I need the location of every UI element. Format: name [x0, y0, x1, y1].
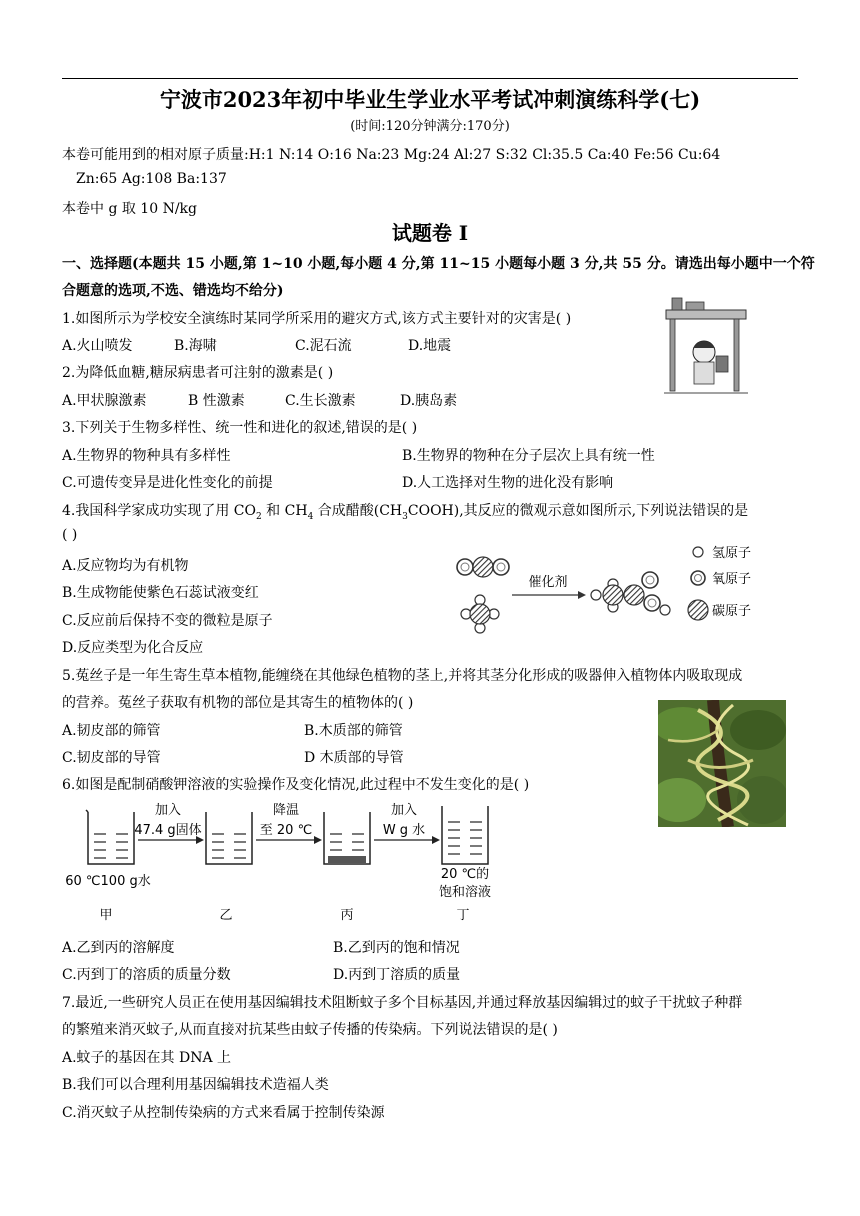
beaker-ding-name: 丁: [456, 908, 470, 923]
q6-option-b[interactable]: B.乙到丙的饱和情况: [333, 940, 460, 956]
co2-molecule: [457, 557, 509, 577]
q7-stem-line-1: 7.最近,一些研究人员正在使用基因编辑技术阻断蚊子多个目标基因,并通过释放基因编辑过的蚊子干扰蚊子种群: [62, 995, 743, 1011]
step1-top-label: 加入: [154, 803, 182, 818]
q1-stem: 1.如图所示为学校安全演练时某同学所采用的避灾方式,该方式主要针对的灾害是( ): [62, 311, 572, 327]
beaker-yi-name: 乙: [219, 908, 233, 923]
beaker-ding: [442, 806, 488, 864]
q5-option-c[interactable]: C.韧皮部的导管: [62, 750, 161, 766]
legend-hydrogen: 氢原子: [712, 546, 752, 561]
g-constant-note: 本卷中 g 取 10 N/kg: [62, 201, 197, 217]
q1-option-d[interactable]: D.地震: [408, 338, 452, 354]
q6-option-a[interactable]: A.乙到丙的溶解度: [62, 940, 175, 956]
beaker-ding-label-2: 饱和溶液: [438, 885, 492, 900]
q1-option-c[interactable]: C.泥石流: [295, 338, 352, 354]
legend-oxygen: 氧原子: [712, 572, 752, 587]
q7-option-a[interactable]: A.蚊子的基因在其 DNA 上: [62, 1050, 232, 1066]
q6-option-c[interactable]: C.丙到丁的溶质的质量分数: [62, 967, 231, 983]
q2-option-a[interactable]: A.甲状腺激素: [62, 393, 147, 409]
dodder-plant-photo: [658, 700, 786, 827]
q3-option-c[interactable]: C.可遗传变异是进化性变化的前提: [62, 475, 273, 491]
q7-option-b[interactable]: B.我们可以合理利用基因编辑技术造福人类: [62, 1077, 329, 1093]
top-rule: [62, 78, 798, 79]
beaker-bing-name: 丙: [340, 908, 354, 923]
section-intro-line-2: 合题意的选项,不选、错选均不给分): [62, 283, 284, 299]
q1-option-a[interactable]: A.火山喷发: [62, 338, 133, 354]
q5-stem-line-2: 的营养。菟丝子获取有机物的部位是其寄生的植物体的( ): [62, 695, 414, 711]
beaker-yi: [206, 812, 252, 864]
q3-option-d[interactable]: D.人工选择对生物的进化没有影响: [402, 475, 614, 491]
catalyst-label: 催化剂: [528, 575, 568, 590]
q5-option-a[interactable]: A.韧皮部的筛管: [62, 723, 161, 739]
q4-stem-line-2: ( ): [62, 527, 78, 543]
q4-stem: 4.我国科学家成功实现了用 $CO_2$ 和 $CH_4$ 合成醋酸$(CH_3COOH)$,其反应的微观示意如图所示,下列说法错误的是: [62, 503, 749, 522]
q5-option-b[interactable]: B.木质部的筛管: [304, 723, 403, 739]
q1-option-b[interactable]: B.海啸: [174, 338, 217, 354]
q4-option-b[interactable]: B.生成物能使紫色石蕊试液变红: [62, 585, 259, 601]
page-title: 宁波市2023年初中毕业生学业水平考试冲刺演练科学(七): [159, 87, 701, 112]
acetic-acid-molecule: [591, 572, 670, 615]
atomic-mass-line-2: Zn:65 Ag:108 Ba:137: [76, 171, 227, 187]
q3-stem: 3.下列关于生物多样性、统一性和进化的叙述,错误的是( ): [62, 420, 418, 436]
atomic-mass-line-1: 本卷可能用到的相对原子质量:H:1 N:14 O:16 Na:23 Mg:24 Al:27 S:32 Cl:35.5 Ca:40 Fe:56 Cu:64: [62, 147, 721, 163]
q4-option-d[interactable]: D.反应类型为化合反应: [62, 640, 204, 656]
q2-option-c[interactable]: C.生长激素: [285, 393, 356, 409]
section-intro-line-1: 一、选择题(本题共 15 小题,第 1~10 小题,每小题 4 分,第 11~15 小题每小题 3 分,共 55 分。请选出每小题中一个符: [62, 256, 815, 272]
step2-top-label: 降温: [272, 803, 300, 818]
beaker-jia-name: 甲: [99, 908, 113, 923]
legend-carbon: 碳原子: [712, 604, 752, 619]
q4-option-c[interactable]: C.反应前后保持不变的微粒是原子: [62, 613, 273, 629]
q3-option-b[interactable]: B.生物界的物种在分子层次上具有统一性: [402, 448, 655, 464]
q5-stem-line-1: 5.菟丝子是一年生寄生草本植物,能缠绕在其他绿色植物的茎上,并将其茎分化形成的吸器伸入植物体内吸取现成: [62, 668, 743, 684]
solution-preparation-diagram: [60, 796, 500, 924]
hydrogen-legend-icon: [693, 547, 703, 557]
section-title: 试题卷 I: [391, 221, 469, 245]
q2-stem: 2.为降低血糖,糖尿病患者可注射的激素是( ): [62, 365, 334, 381]
step3-bottom-label: W g 水: [382, 823, 426, 838]
step3-top-label: 加入: [390, 803, 418, 818]
q7-stem-line-2: 的繁殖来消灭蚊子,从而直接对抗某些由蚊子传播的传染病。下列说法错误的是( ): [62, 1022, 558, 1038]
q4-option-a[interactable]: A.反应物均为有机物: [62, 558, 189, 574]
step2-bottom-label: 至 20 ℃: [259, 823, 313, 838]
student-under-desk-illustration: [664, 296, 748, 396]
beaker-jia-label: 60 ℃100 g水: [65, 874, 151, 889]
beaker-jia: [86, 810, 134, 864]
step1-bottom-label: 47.4 g固体: [134, 823, 202, 838]
carbon-legend-icon: [688, 600, 708, 620]
q2-option-b[interactable]: B 性激素: [188, 393, 245, 409]
beaker-ding-label-1: 20 ℃的: [440, 867, 490, 882]
q2-option-d[interactable]: D.胰岛素: [400, 393, 458, 409]
crystal-precipitate: [328, 856, 366, 863]
q6-option-d[interactable]: D.丙到丁溶质的质量: [333, 967, 461, 983]
q6-stem: 6.如图是配制硝酸钾溶液的实验操作及变化情况,此过程中不发生变化的是( ): [62, 777, 530, 793]
reaction-micro-diagram: [450, 540, 768, 640]
q3-option-a[interactable]: A.生物界的物种具有多样性: [62, 448, 231, 464]
q7-option-c[interactable]: C.消灭蚊子从控制传染病的方式来看属于控制传染源: [62, 1105, 385, 1121]
exam-time-note: (时间:120分钟满分:170分): [350, 119, 510, 134]
oxygen-legend-icon: [691, 571, 705, 585]
ch4-molecule: [461, 595, 499, 633]
q5-option-d[interactable]: D 木质部的导管: [304, 750, 404, 766]
